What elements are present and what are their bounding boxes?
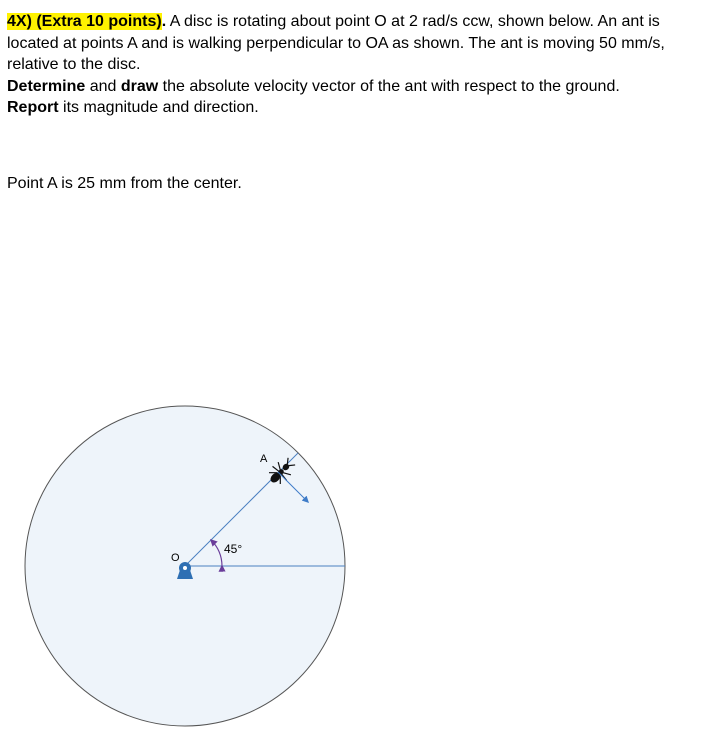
task-word-determine: Determine	[7, 77, 86, 95]
problem-text: A disc is rotating about point O at 2 rad/s ccw, shown below. An ant is located at points A and is walking perpendicular to OA as shown. The ant is moving 50 mm/s, relative to the disc.	[7, 13, 665, 73]
problem-heading: 4X) (Extra 10 points)	[7, 13, 162, 30]
label-a: A	[260, 453, 268, 465]
report-text: its magnitude and direction.	[58, 99, 259, 116]
task-text: the absolute velocity vector of the ant with respect to the ground.	[158, 77, 620, 95]
label-o: O	[171, 552, 180, 564]
report-word: Report	[7, 99, 59, 116]
angle-label: 45°	[224, 542, 243, 556]
distance-note: Point A is 25 mm from the center.	[7, 175, 242, 192]
task-and: and	[85, 77, 121, 95]
task-word-draw: draw	[120, 77, 159, 95]
heading-period: .	[161, 13, 167, 30]
